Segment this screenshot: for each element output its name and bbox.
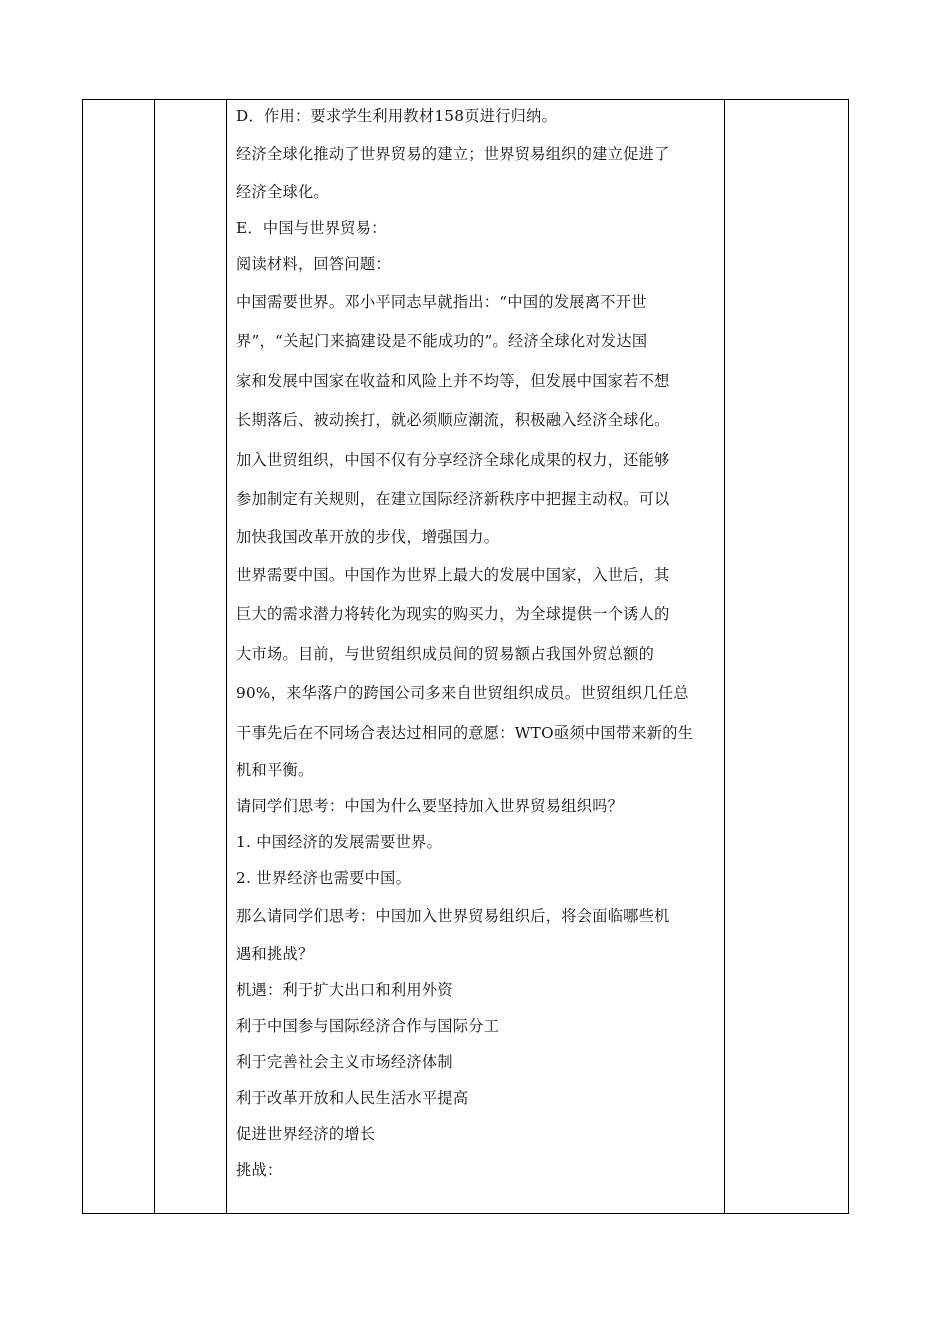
text-line: 利于改革开放和人民生活水平提高 [236,1088,469,1107]
text-line: 家和发展中国家在收益和风险上并不均等，但发展中国家若不想 [236,371,670,390]
text-line: 那么请同学们思考：中国加入世界贸易组织后，将会面临哪些机 [236,907,670,925]
column-divider-3 [724,100,725,1213]
text-line: 经济全球化。 [236,182,329,201]
text-line: 界”，“关起门来搞建设是不能成功的”。经济全球化对发达国 [236,332,648,350]
text-line: 长期落后、被动挨打，就必须顺应潮流，积极融入经济全球化。 [236,411,670,429]
text-line: 参加制定有关规则，在建立国际经济新秩序中把握主动权。可以 [236,490,670,508]
text-line: 挑战： [236,1160,283,1179]
text-line: 加快我国改革开放的步伐，增强国力。 [236,527,500,546]
column-divider-1 [154,100,155,1213]
content-cell [236,100,716,1192]
text-line: 机和平衡。 [236,761,314,779]
text-line: 机遇：利于扩大出口和利用外资 [236,980,453,999]
text-line: 干事先后在不同场合表达过相同的意愿：WTO亟须中国带来新的生 [236,723,694,742]
text-line: 经济全球化推动了世界贸易的建立；世界贸易组织的建立促进了 [236,145,670,163]
text-line: 遇和挑战？ [236,944,314,963]
text-line: 1. 中国经济的发展需要世界。 [236,833,443,851]
text-line: 利于完善社会主义市场经济体制 [236,1052,453,1071]
text-line: 利于中国参与国际经济合作与国际分工 [236,1016,500,1035]
text-line: 加入世贸组织，中国不仅有分享经济全球化成果的权力，还能够 [236,450,670,469]
text-line: 巨大的需求潜力将转化为现实的购买力，为全球提供一个诱人的 [236,605,670,623]
text-line: 2. 世界经济也需要中国。 [236,869,412,887]
text-line: 90%，来华落户的跨国公司多来自世贸组织成员。世贸组织几任总 [236,684,689,702]
text-line: 促进世界经济的增长 [236,1124,376,1143]
text-line: 中国需要世界。邓小平同志早就指出：“中国的发展离不开世 [236,292,647,311]
text-line: 请同学们思考：中国为什么要坚持加入世界贸易组织吗？ [236,797,624,815]
text-line: 大市场。目前，与世贸组织成员间的贸易额占我国外贸总额的 [236,644,655,663]
text-line: 世界需要中国。中国作为世界上最大的发展中国家，入世后，其 [236,565,670,584]
text-line: E．中国与世界贸易： [236,218,387,237]
lesson-table [82,99,849,1214]
text-line: D．作用：要求学生利用教材158页进行归纳。 [236,107,558,125]
column-divider-2 [226,100,227,1213]
text-line: 阅读材料，回答问题： [236,254,391,273]
